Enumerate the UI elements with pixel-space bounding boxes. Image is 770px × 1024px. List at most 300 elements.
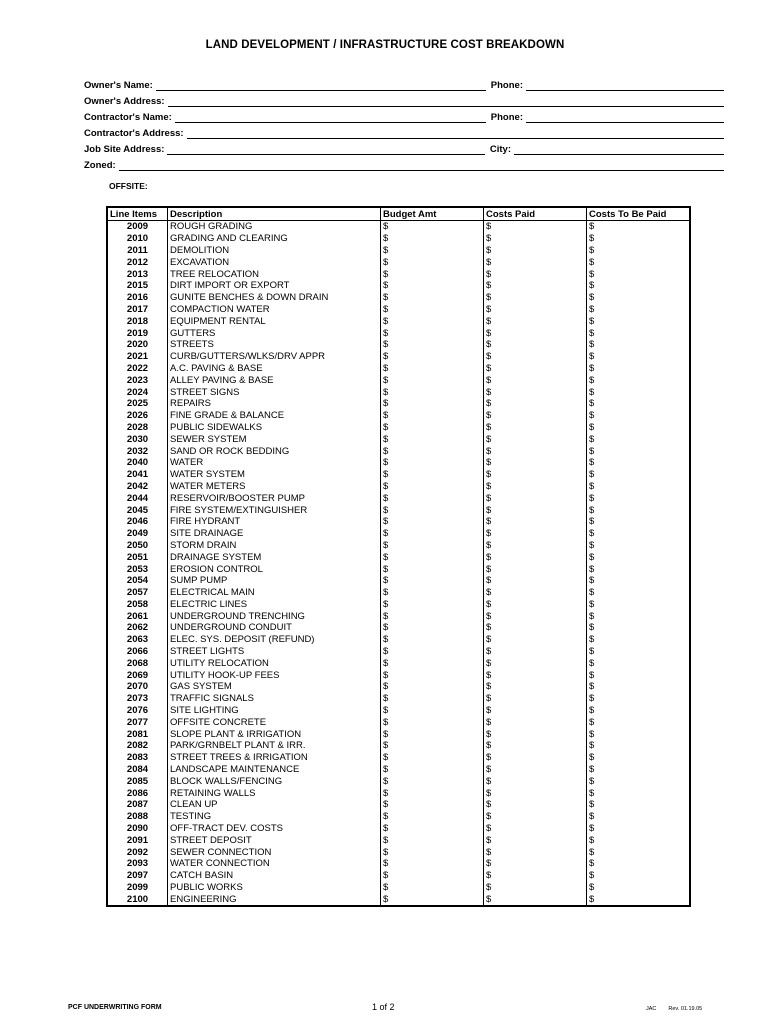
budget-amt-cell[interactable]: $ [381, 657, 484, 669]
owner-name-row [84, 78, 724, 91]
costs-paid-cell[interactable]: $ [484, 492, 587, 504]
table-row [107, 787, 690, 799]
line-item-code: 2092 [107, 846, 168, 858]
line-item-code: 2009 [107, 221, 168, 233]
budget-amt-cell[interactable]: $ [381, 634, 484, 646]
costs-to-be-paid-cell[interactable]: $ [589, 492, 595, 504]
line-item-description: SITE LIGHTING [168, 705, 381, 717]
line-item-code: 2049 [107, 528, 168, 540]
costs-paid-cell[interactable]: $ [484, 657, 587, 669]
costs-to-be-paid-cell[interactable]: $ [589, 834, 595, 846]
budget-amt-cell[interactable]: $ [381, 256, 484, 268]
costs-paid-cell[interactable]: $ [484, 752, 587, 764]
costs-paid-cell[interactable]: $ [484, 351, 587, 363]
costs-to-be-paid-cell[interactable]: $ [589, 410, 595, 422]
budget-amt-cell[interactable]: $ [381, 327, 484, 339]
costs-to-be-paid-cell[interactable]: $ [589, 303, 595, 315]
line-item-code: 2020 [107, 339, 168, 351]
costs-paid-cell[interactable]: $ [484, 410, 587, 422]
table-row [107, 893, 690, 906]
costs-paid-cell[interactable]: $ [484, 469, 587, 481]
line-item-code: 2099 [107, 882, 168, 894]
costs-paid-cell[interactable]: $ [484, 292, 587, 304]
costs-to-be-paid-cell[interactable]: $ [589, 705, 595, 717]
job-site-row [84, 142, 724, 155]
table-row [107, 811, 690, 823]
costs-to-be-paid-cell[interactable]: $ [589, 587, 595, 599]
line-item-description: EQUIPMENT RENTAL [168, 315, 381, 327]
costs-paid-cell[interactable]: $ [484, 433, 587, 445]
costs-to-be-paid-cell[interactable]: $ [589, 811, 595, 823]
budget-amt-cell[interactable]: $ [381, 445, 484, 457]
table-row [107, 351, 690, 363]
table-row [107, 398, 690, 410]
budget-amt-cell[interactable]: $ [381, 469, 484, 481]
costs-paid-cell[interactable]: $ [484, 304, 587, 316]
costs-paid-cell[interactable]: $ [484, 799, 587, 811]
table-row [107, 799, 690, 811]
costs-paid-cell[interactable]: $ [484, 422, 587, 434]
line-item-description: STREETS [168, 339, 381, 351]
budget-amt-cell[interactable]: $ [381, 233, 484, 245]
contractor-address-field[interactable] [187, 128, 724, 139]
costs-paid-cell[interactable]: $ [484, 280, 587, 292]
costs-paid-cell[interactable]: $ [484, 445, 587, 457]
table-row [107, 528, 690, 540]
table-row [107, 563, 690, 575]
costs-paid-cell[interactable]: $ [484, 669, 587, 681]
table-row [107, 599, 690, 611]
budget-amt-cell[interactable]: $ [381, 575, 484, 587]
costs-to-be-paid-cell[interactable]: $ [589, 775, 595, 787]
table-row [107, 587, 690, 599]
costs-to-be-paid-cell[interactable]: $ [589, 339, 595, 351]
costs-to-be-paid-cell[interactable]: $ [589, 469, 595, 481]
cost-table [106, 206, 691, 907]
budget-amt-cell[interactable]: $ [381, 716, 484, 728]
table-row [107, 433, 690, 445]
line-item-code: 2073 [107, 693, 168, 705]
table-row [107, 339, 690, 351]
costs-to-be-paid-cell[interactable]: $ [589, 327, 595, 339]
costs-paid-cell[interactable]: $ [484, 233, 587, 245]
table-row [107, 469, 690, 481]
contractor-name-field[interactable] [175, 112, 486, 123]
budget-amt-cell[interactable]: $ [381, 245, 484, 257]
costs-paid-cell[interactable]: $ [484, 256, 587, 268]
budget-amt-cell[interactable]: $ [381, 705, 484, 717]
costs-to-be-paid-cell[interactable]: $ [589, 669, 595, 681]
costs-paid-cell[interactable]: $ [484, 882, 587, 894]
budget-amt-cell[interactable]: $ [381, 374, 484, 386]
line-item-code: 2011 [107, 245, 168, 257]
line-item-description: ELEC. SYS. DEPOSIT (REFUND) [168, 634, 381, 646]
table-row [107, 705, 690, 717]
costs-to-be-paid-cell[interactable]: $ [589, 575, 595, 587]
budget-amt-cell[interactable]: $ [381, 858, 484, 870]
costs-paid-cell[interactable]: $ [484, 221, 587, 233]
costs-paid-cell[interactable]: $ [484, 374, 587, 386]
budget-amt-cell[interactable]: $ [381, 610, 484, 622]
budget-amt-cell[interactable]: $ [381, 870, 484, 882]
table-row [107, 256, 690, 268]
costs-paid-cell[interactable]: $ [484, 681, 587, 693]
costs-to-be-paid-cell[interactable]: $ [589, 292, 595, 304]
budget-amt-cell[interactable]: $ [381, 422, 484, 434]
costs-paid-cell[interactable]: $ [484, 834, 587, 846]
budget-amt-cell[interactable]: $ [381, 528, 484, 540]
table-row [107, 870, 690, 882]
costs-paid-cell[interactable]: $ [484, 740, 587, 752]
initials: JAC [646, 1006, 657, 1012]
budget-amt-cell[interactable]: $ [381, 693, 484, 705]
table-row [107, 823, 690, 835]
budget-amt-cell[interactable]: $ [381, 351, 484, 363]
table-row [107, 622, 690, 634]
costs-paid-cell[interactable]: $ [484, 622, 587, 634]
line-item-description: GAS SYSTEM [168, 681, 381, 693]
budget-amt-cell[interactable]: $ [381, 492, 484, 504]
table-row [107, 492, 690, 504]
line-item-description: WATER [168, 457, 381, 469]
costs-to-be-paid-cell[interactable]: $ [589, 315, 595, 327]
costs-to-be-paid-cell[interactable]: $ [589, 386, 595, 398]
line-item-code: 2066 [107, 646, 168, 658]
line-item-description: SITE DRAINAGE [168, 528, 381, 540]
line-item-description: WATER SYSTEM [168, 469, 381, 481]
line-item-description: RETAINING WALLS [168, 787, 381, 799]
budget-amt-cell[interactable]: $ [381, 669, 484, 681]
costs-paid-cell[interactable]: $ [484, 363, 587, 375]
budget-amt-cell[interactable]: $ [381, 787, 484, 799]
job-site-address-label: Job Site Address: [84, 144, 165, 155]
table-row [107, 481, 690, 493]
line-item-description: GRADING AND CLEARING [168, 233, 381, 245]
costs-paid-cell[interactable]: $ [484, 268, 587, 280]
costs-paid-cell[interactable]: $ [484, 481, 587, 493]
table-row [107, 516, 690, 528]
budget-amt-cell[interactable]: $ [381, 304, 484, 316]
costs-to-be-paid-cell[interactable]: $ [589, 787, 595, 799]
budget-amt-cell[interactable]: $ [381, 221, 484, 233]
costs-paid-cell[interactable]: $ [484, 327, 587, 339]
costs-to-be-paid-cell[interactable]: $ [589, 598, 595, 610]
line-item-code: 2028 [107, 422, 168, 434]
costs-paid-cell[interactable]: $ [484, 540, 587, 552]
budget-amt-cell[interactable]: $ [381, 268, 484, 280]
costs-to-be-paid-cell[interactable]: $ [589, 362, 595, 374]
table-row [107, 233, 690, 245]
line-item-code: 2025 [107, 398, 168, 410]
budget-amt-cell[interactable]: $ [381, 339, 484, 351]
costs-to-be-paid-cell[interactable]: $ [589, 528, 595, 540]
costs-paid-cell[interactable]: $ [484, 787, 587, 799]
city-field[interactable] [514, 144, 724, 155]
costs-paid-cell[interactable]: $ [484, 528, 587, 540]
costs-to-be-paid-cell[interactable]: $ [589, 421, 595, 433]
owner-phone-field[interactable] [526, 80, 724, 91]
contractor-name-label: Contractor's Name: [84, 112, 172, 123]
owner-phone-label: Phone: [490, 80, 523, 91]
page-number: 1 of 2 [372, 1002, 395, 1012]
costs-to-be-paid-cell[interactable]: $ [589, 693, 595, 705]
budget-amt-cell[interactable]: $ [381, 599, 484, 611]
budget-amt-cell[interactable]: $ [381, 504, 484, 516]
line-item-code: 2063 [107, 634, 168, 646]
owner-address-row [84, 94, 724, 107]
line-item-code: 2088 [107, 811, 168, 823]
costs-paid-cell[interactable]: $ [484, 504, 587, 516]
costs-paid-cell[interactable]: $ [484, 764, 587, 776]
costs-paid-cell[interactable]: $ [484, 315, 587, 327]
budget-amt-cell[interactable]: $ [381, 540, 484, 552]
costs-paid-cell[interactable]: $ [484, 728, 587, 740]
costs-to-be-paid-cell[interactable]: $ [589, 445, 595, 457]
costs-to-be-paid-cell[interactable]: $ [589, 268, 595, 280]
line-item-description: TREE RELOCATION [168, 268, 381, 280]
line-item-description: PARK/GRNBELT PLANT & IRR. [168, 740, 381, 752]
line-item-code: 2084 [107, 764, 168, 776]
line-item-description: SEWER SYSTEM [168, 433, 381, 445]
budget-amt-cell[interactable]: $ [381, 516, 484, 528]
line-item-description: CLEAN UP [168, 799, 381, 811]
budget-amt-cell[interactable]: $ [381, 433, 484, 445]
budget-amt-cell[interactable]: $ [381, 363, 484, 375]
costs-to-be-paid-cell[interactable]: $ [589, 716, 595, 728]
table-row [107, 740, 690, 752]
costs-paid-cell[interactable]: $ [484, 634, 587, 646]
line-item-description: STREET LIGHTS [168, 646, 381, 658]
costs-to-be-paid-cell[interactable]: $ [589, 846, 595, 858]
budget-amt-cell[interactable]: $ [381, 775, 484, 787]
costs-paid-cell[interactable]: $ [484, 775, 587, 787]
costs-to-be-paid-cell[interactable]: $ [589, 752, 595, 764]
costs-paid-cell[interactable]: $ [484, 693, 587, 705]
table-row [107, 728, 690, 740]
costs-paid-cell[interactable]: $ [484, 646, 587, 658]
table-row [107, 575, 690, 587]
line-item-code: 2041 [107, 469, 168, 481]
line-item-code: 2040 [107, 457, 168, 469]
budget-amt-cell[interactable]: $ [381, 622, 484, 634]
line-item-description: REPAIRS [168, 398, 381, 410]
costs-to-be-paid-cell[interactable]: $ [589, 870, 595, 882]
costs-paid-cell[interactable]: $ [484, 716, 587, 728]
contractor-phone-field[interactable] [526, 112, 724, 123]
owner-address-field[interactable] [168, 96, 724, 107]
costs-to-be-paid-cell[interactable]: $ [589, 280, 595, 292]
line-item-code: 2054 [107, 575, 168, 587]
table-row [107, 422, 690, 434]
line-item-description: CATCH BASIN [168, 870, 381, 882]
costs-to-be-paid-cell[interactable]: $ [589, 646, 595, 658]
table-row [107, 315, 690, 327]
costs-to-be-paid-cell[interactable]: $ [589, 351, 595, 363]
line-item-description: TESTING [168, 811, 381, 823]
line-item-description: ROUGH GRADING [168, 221, 381, 233]
table-row [107, 716, 690, 728]
costs-to-be-paid-cell[interactable]: $ [589, 823, 595, 835]
costs-to-be-paid-cell[interactable]: $ [589, 457, 595, 469]
costs-to-be-paid-cell[interactable]: $ [589, 374, 595, 386]
costs-paid-cell[interactable]: $ [484, 705, 587, 717]
line-item-description: EXCAVATION [168, 256, 381, 268]
costs-to-be-paid-cell[interactable]: $ [589, 622, 595, 634]
budget-amt-cell[interactable]: $ [381, 646, 484, 658]
costs-paid-cell[interactable]: $ [484, 599, 587, 611]
costs-paid-cell[interactable]: $ [484, 858, 587, 870]
budget-amt-cell[interactable]: $ [381, 893, 484, 906]
job-site-address-field[interactable] [167, 144, 484, 155]
costs-to-be-paid-cell[interactable]: $ [589, 681, 595, 693]
line-item-description: OFF-TRACT DEV. COSTS [168, 823, 381, 835]
costs-to-be-paid-cell[interactable]: $ [589, 728, 595, 740]
costs-to-be-paid-cell[interactable]: $ [589, 563, 595, 575]
costs-to-be-paid-cell[interactable]: $ [589, 433, 595, 445]
line-item-description: FIRE HYDRANT [168, 516, 381, 528]
table-row [107, 610, 690, 622]
line-item-description: UTILITY RELOCATION [168, 657, 381, 669]
budget-amt-cell[interactable]: $ [381, 846, 484, 858]
line-item-code: 2045 [107, 504, 168, 516]
costs-paid-cell[interactable]: $ [484, 575, 587, 587]
line-item-description: STORM DRAIN [168, 540, 381, 552]
budget-amt-cell[interactable]: $ [381, 799, 484, 811]
line-item-code: 2050 [107, 540, 168, 552]
revision-info [646, 1006, 702, 1012]
table-row [107, 775, 690, 787]
line-item-code: 2026 [107, 410, 168, 422]
budget-amt-cell[interactable]: $ [381, 882, 484, 894]
costs-paid-cell[interactable]: $ [484, 457, 587, 469]
line-item-code: 2062 [107, 622, 168, 634]
budget-amt-cell[interactable]: $ [381, 315, 484, 327]
costs-to-be-paid-cell[interactable]: $ [589, 551, 595, 563]
contractor-address-row [84, 126, 724, 139]
table-row [107, 327, 690, 339]
costs-paid-cell[interactable]: $ [484, 823, 587, 835]
line-item-description: TRAFFIC SIGNALS [168, 693, 381, 705]
line-item-code: 2010 [107, 233, 168, 245]
line-item-description: FIRE SYSTEM/EXTINGUISHER [168, 504, 381, 516]
line-item-description: RESERVOIR/BOOSTER PUMP [168, 492, 381, 504]
budget-amt-cell[interactable]: $ [381, 764, 484, 776]
costs-to-be-paid-cell[interactable]: $ [589, 634, 595, 646]
line-item-description: GUNITE BENCHES & DOWN DRAIN [168, 292, 381, 304]
costs-to-be-paid-cell[interactable]: $ [589, 799, 595, 811]
costs-to-be-paid-cell[interactable]: $ [589, 740, 595, 752]
line-item-code: 2083 [107, 752, 168, 764]
line-item-code: 2061 [107, 610, 168, 622]
budget-amt-cell[interactable]: $ [381, 481, 484, 493]
line-item-code: 2087 [107, 799, 168, 811]
budget-amt-cell[interactable]: $ [381, 728, 484, 740]
budget-amt-cell[interactable]: $ [381, 292, 484, 304]
line-item-code: 2015 [107, 280, 168, 292]
budget-amt-cell[interactable]: $ [381, 834, 484, 846]
line-item-description: UNDERGROUND CONDUIT [168, 622, 381, 634]
zoned-field[interactable] [119, 160, 724, 171]
costs-to-be-paid-cell[interactable]: $ [589, 504, 595, 516]
line-item-code: 2058 [107, 599, 168, 611]
line-item-description: ELECTRIC LINES [168, 599, 381, 611]
costs-to-be-paid-cell[interactable]: $ [589, 610, 595, 622]
budget-amt-cell[interactable]: $ [381, 563, 484, 575]
budget-amt-cell[interactable]: $ [381, 811, 484, 823]
owner-name-field[interactable] [156, 80, 486, 91]
table-row [107, 221, 690, 233]
budget-amt-cell[interactable]: $ [381, 398, 484, 410]
costs-paid-cell[interactable]: $ [484, 846, 587, 858]
costs-to-be-paid-cell[interactable]: $ [589, 244, 595, 256]
line-item-code: 2044 [107, 492, 168, 504]
table-row [107, 280, 690, 292]
costs-paid-cell[interactable]: $ [484, 610, 587, 622]
table-header-row [107, 207, 690, 221]
costs-paid-cell[interactable]: $ [484, 245, 587, 257]
costs-paid-cell[interactable]: $ [484, 811, 587, 823]
costs-paid-cell[interactable]: $ [484, 870, 587, 882]
table-row [107, 693, 690, 705]
budget-amt-cell[interactable]: $ [381, 681, 484, 693]
costs-paid-cell[interactable]: $ [484, 398, 587, 410]
line-item-code: 2085 [107, 775, 168, 787]
costs-to-be-paid-cell[interactable]: $ [589, 539, 595, 551]
form-title: LAND DEVELOPMENT / INFRASTRUCTURE COST BREAKDOWN [205, 39, 565, 51]
zoned-label: Zoned: [84, 160, 116, 171]
budget-amt-cell[interactable]: $ [381, 280, 484, 292]
costs-to-be-paid-cell[interactable]: $ [589, 764, 595, 776]
costs-to-be-paid-cell[interactable]: $ [589, 256, 595, 268]
line-item-description: SAND OR ROCK BEDDING [168, 445, 381, 457]
table-row [107, 858, 690, 870]
table-row [107, 410, 690, 422]
table-row [107, 657, 690, 669]
line-item-description: ALLEY PAVING & BASE [168, 374, 381, 386]
budget-amt-cell[interactable]: $ [381, 386, 484, 398]
line-item-description: LANDSCAPE MAINTENANCE [168, 764, 381, 776]
costs-paid-cell[interactable]: $ [484, 516, 587, 528]
budget-amt-cell[interactable]: $ [381, 410, 484, 422]
costs-to-be-paid-cell[interactable]: $ [589, 480, 595, 492]
costs-to-be-paid-cell[interactable]: $ [589, 882, 595, 894]
costs-paid-cell[interactable]: $ [484, 339, 587, 351]
costs-paid-cell[interactable]: $ [484, 893, 587, 906]
budget-amt-cell[interactable]: $ [381, 587, 484, 599]
budget-amt-cell[interactable]: $ [381, 457, 484, 469]
line-item-description: FINE GRADE & BALANCE [168, 410, 381, 422]
costs-to-be-paid-cell[interactable]: $ [589, 221, 595, 233]
budget-amt-cell[interactable]: $ [381, 823, 484, 835]
line-item-code: 2082 [107, 740, 168, 752]
line-item-code: 2013 [107, 268, 168, 280]
costs-to-be-paid-cell[interactable]: $ [589, 657, 595, 669]
costs-paid-cell[interactable]: $ [484, 551, 587, 563]
costs-paid-cell[interactable]: $ [484, 386, 587, 398]
budget-amt-cell[interactable]: $ [381, 752, 484, 764]
costs-to-be-paid-cell[interactable]: $ [589, 233, 595, 245]
budget-amt-cell[interactable]: $ [381, 740, 484, 752]
costs-to-be-paid-cell[interactable]: $ [589, 893, 595, 905]
budget-amt-cell[interactable]: $ [381, 551, 484, 563]
costs-paid-cell[interactable]: $ [484, 563, 587, 575]
costs-to-be-paid-cell[interactable]: $ [589, 516, 595, 528]
costs-to-be-paid-cell[interactable]: $ [589, 858, 595, 870]
costs-to-be-paid-cell[interactable]: $ [589, 398, 595, 410]
line-item-code: 2016 [107, 292, 168, 304]
costs-paid-cell[interactable]: $ [484, 587, 587, 599]
line-item-description: GUTTERS [168, 327, 381, 339]
